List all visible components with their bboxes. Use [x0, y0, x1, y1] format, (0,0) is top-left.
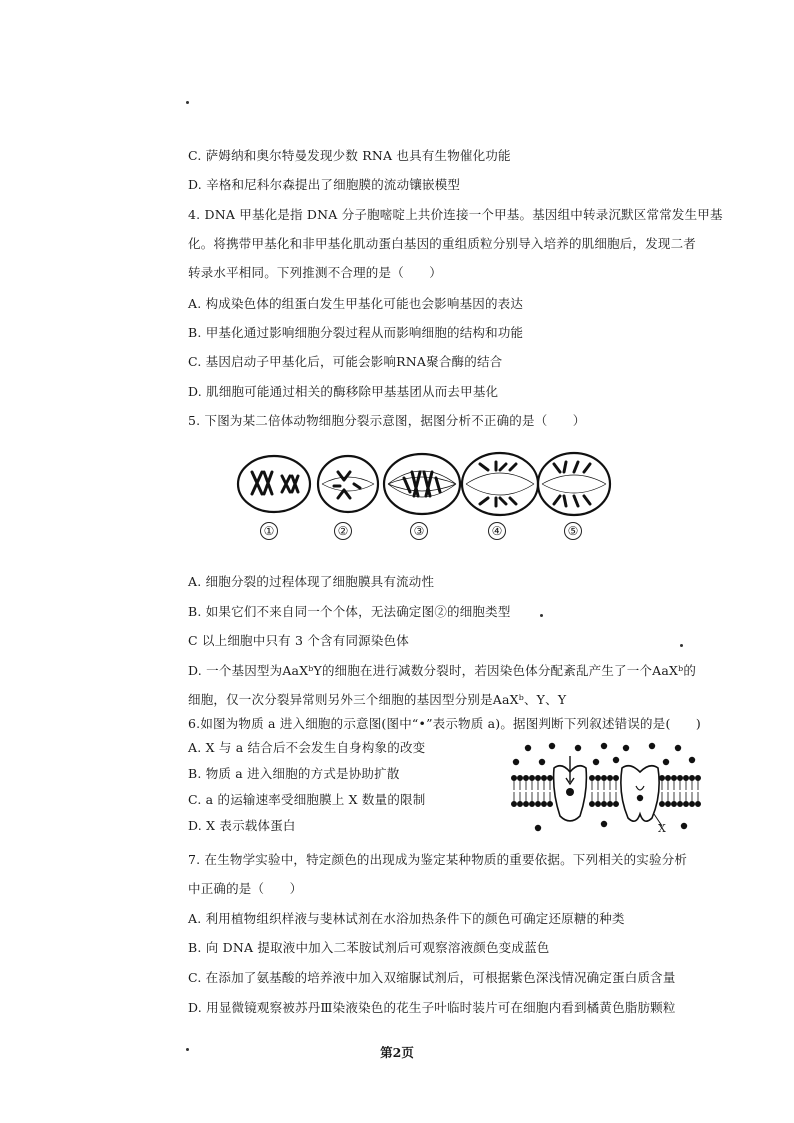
cell-3-outline [384, 454, 460, 514]
label-x: X [658, 822, 666, 835]
q7-stem-line-1: 7. 在生物学实验中，特定颜色的出现成为鉴定某种物质的重要依据。下列相关的实验分析 [188, 852, 688, 867]
cell-4-outline [462, 453, 538, 515]
q4-option-a: A. 构成染色体的组蛋白发生甲基化可能也会影响基因的表达 [188, 296, 524, 311]
cell-label-5: ⑤ [564, 522, 582, 540]
q3-option-d: D. 辛格和尼科尔森提出了细胞膜的流动镶嵌模型 [188, 177, 461, 192]
page-number: 第2页 [380, 1045, 414, 1060]
scan-speck [186, 101, 189, 104]
q4-option-c: C. 基因启动子甲基化后，可能会影响RNA聚合酶的结合 [188, 354, 503, 369]
cell-label-1: ① [260, 522, 278, 540]
carrier-protein-2 [621, 766, 659, 821]
q4-stem-line-2: 化。将携带甲基化和非甲基化肌动蛋白基因的重组质粒分别导入培养的肌细胞后，发现二者 [188, 236, 697, 251]
q7-option-c: C. 在添加了氨基酸的培养液中加入双缩脲试剂后，可根据紫色深浅情况确定蛋白质含量 [188, 970, 676, 985]
cell-division-figure [234, 448, 614, 540]
q6-option-b: B. 物质 a 进入细胞的方式是协助扩散 [188, 766, 400, 781]
q5-option-d-line-1: D. 一个基因型为AaXᵇY的细胞在进行减数分裂时，若因染色体分配紊乱产生了一个AaXᵇ的 [188, 663, 697, 678]
q5-option-b: B. 如果它们不来自同一个个体，无法确定图②的细胞类型 [188, 604, 511, 619]
q4-option-d: D. 肌细胞可能通过相关的酶移除甲基基团从而去甲基化 [188, 384, 499, 399]
q7-option-d: D. 用显微镜观察被苏丹Ⅲ染液染色的花生子叶临时装片可在细胞内看到橘黄色脂肪颗粒 [188, 1000, 676, 1015]
cell-label-3: ③ [410, 522, 428, 540]
cell-5-outline [538, 453, 610, 515]
cell-label-2: ② [334, 522, 352, 540]
q4-stem-line-3: 转录水平相同。下列推测不合理的是（ ） [188, 265, 443, 280]
q7-option-b: B. 向 DNA 提取液中加入二苯胺试剂后可观察溶液颜色变成蓝色 [188, 940, 550, 955]
q4-stem-line-1: 4. DNA 甲基化是指 DNA 分子胞嘧啶上共价连接一个甲基。基因组中转录沉默区常常发生甲基 [188, 207, 723, 222]
q6-option-c: C. a 的运输速率受细胞膜上 X 数量的限制 [188, 792, 426, 807]
scan-speck [540, 614, 543, 617]
q3-option-c: C. 萨姆纳和奥尔特曼发现少数 RNA 也具有生物催化功能 [188, 148, 511, 163]
membrane-drawing [508, 742, 704, 838]
q5-option-c: C 以上细胞中只有 3 个含有同源染色体 [188, 633, 409, 648]
q6-option-d: D. X 表示载体蛋白 [188, 818, 296, 833]
membrane-transport-figure [508, 742, 704, 838]
q6-stem: 6.如图为物质 a 进入细胞的示意图(图中“•”表示物质 a)。据图判断下列叙述错误的是( ) [188, 716, 702, 731]
q5-option-a: A. 细胞分裂的过程体现了细胞膜具有流动性 [188, 574, 435, 589]
cell-division-drawing [234, 448, 614, 520]
q6-option-a: A. X 与 a 结合后不会发生自身构象的改变 [188, 740, 426, 755]
scan-speck [680, 644, 683, 647]
q4-option-b: B. 甲基化通过影响细胞分裂过程从而影响细胞的结构和功能 [188, 325, 524, 340]
q5-stem: 5. 下图为某二倍体动物细胞分裂示意图，据图分析不正确的是（ ） [188, 413, 586, 428]
cell-label-4: ④ [488, 522, 506, 540]
q7-option-a: A. 利用植物组织样液与斐林试剂在水浴加热条件下的颜色可确定还原糖的种类 [188, 911, 625, 926]
cell-1-outline [238, 456, 310, 512]
q7-stem-line-2: 中正确的是（ ） [188, 881, 303, 896]
q5-option-d-line-2: 细胞，仅一次分裂异常则另外三个细胞的基因型分别是AaXᵇ、Y、Y [188, 692, 567, 707]
cell-2-outline [318, 456, 378, 512]
